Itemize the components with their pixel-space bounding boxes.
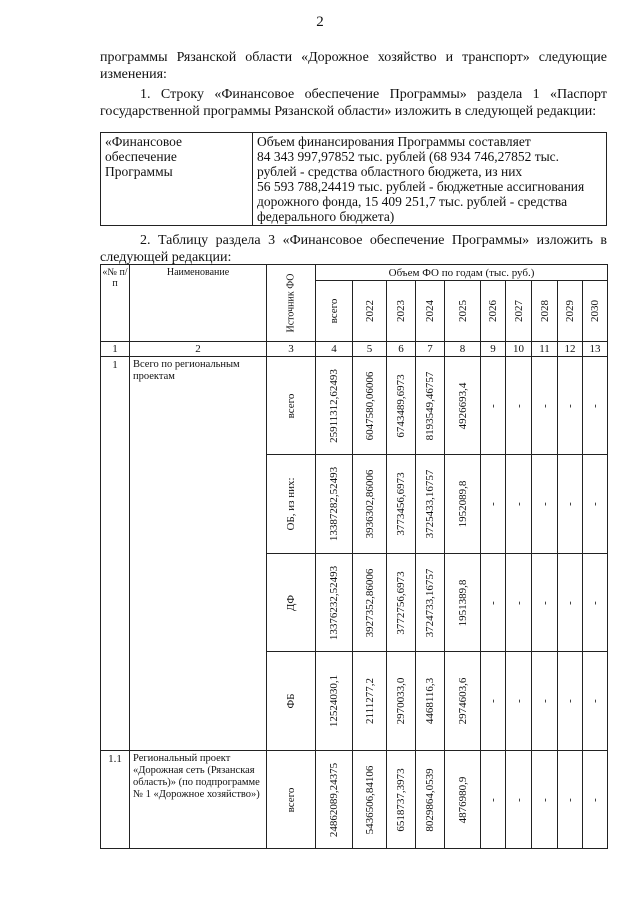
value-label: 3724733,16757 [424,568,436,637]
year-header-cell [416,281,445,342]
value-cell [558,652,583,751]
value-label: - [589,502,602,506]
value-cell [316,751,353,849]
value-cell [532,455,558,554]
value-label: 3773456,6973 [395,472,407,536]
value-label: - [512,502,525,506]
year-header-label: 2024 [424,300,436,322]
column-number-cell: 7 [416,342,445,357]
value-label: 24862089,24375 [328,762,340,837]
value-label: 1952089,8 [456,480,469,528]
value-label: 13376232,52493 [328,565,340,640]
value-label: 3927352,86006 [363,568,376,637]
year-header-label: 2030 [589,300,602,322]
column-number-cell: 9 [481,342,506,357]
financing-label-line: Программы [105,164,173,179]
value-cell [583,554,608,652]
value-cell [353,652,387,751]
value-cell [416,652,445,751]
value-label: - [487,502,499,506]
financing-text-line: 84 343 997,97852 тыс. рублей (68 934 746,27852 тыс. [257,149,560,164]
value-label: - [589,403,602,408]
financing-label-line: «Финансовое [105,134,183,149]
value-cell [481,554,506,652]
value-label: 3936302,86006 [363,469,376,539]
value-label: - [564,797,576,802]
source-label: ОБ, из них: [285,477,297,531]
value-cell [583,751,608,849]
value-cell [481,357,506,455]
value-cell [558,455,583,554]
year-header-cell [583,281,608,342]
value-label: - [538,502,551,506]
value-label: - [487,699,499,703]
value-cell [316,357,353,455]
year-header-label: 2022 [363,300,376,322]
value-label: - [538,699,551,703]
value-label: 25911312,62493 [328,368,340,443]
value-label: - [512,600,525,605]
column-header-name: Наименование [130,265,267,342]
value-label: 4468116,3 [424,677,436,725]
column-number-cell: 8 [445,342,481,357]
value-cell [532,357,558,455]
row-name-cell: Всего по региональным проектам [130,357,267,751]
value-cell [387,751,416,849]
year-header-cell [532,281,558,342]
column-header-volume: Объем ФО по годам (тыс. руб.) [316,265,608,281]
column-header-number: «№ п/п [101,265,130,342]
financial-support-table [100,264,608,849]
column-number-cell: 6 [387,342,416,357]
value-cell [445,455,481,554]
value-label: 2974603,6 [456,677,469,725]
item-2-paragraph: 2. Таблицу раздела 3 «Финансовое обеспечение Программы» изложить в следующей редакции: [100,233,607,265]
column-number-cell: 4 [316,342,353,357]
year-header-cell [445,281,481,342]
value-cell [506,652,532,751]
value-cell [558,554,583,652]
value-label: 2111277,2 [363,678,376,724]
value-label: 8193549,46757 [424,371,436,440]
value-cell [445,357,481,455]
financing-label-line: обеспечение [105,149,177,164]
value-cell [353,455,387,554]
value-label: 6743489,6973 [395,373,407,438]
value-label: 8029864,0539 [424,767,436,832]
column-number-cell: 11 [532,342,558,357]
value-cell [316,455,353,554]
financing-text-line: федерального бюджета) [257,209,395,224]
year-header-label: 2023 [395,300,407,322]
value-label: - [487,600,499,605]
column-number-cell: 10 [506,342,532,357]
value-cell [532,554,558,652]
value-cell [583,652,608,751]
year-header-label: 2028 [538,300,551,322]
value-cell [558,751,583,849]
value-cell [387,554,416,652]
value-cell [532,751,558,849]
value-cell [506,455,532,554]
value-cell [583,357,608,455]
financing-text-line: рублей - средства областного бюджета, из них [257,164,523,179]
year-header-cell [558,281,583,342]
value-label: 6047580,06006 [363,371,376,440]
value-label: - [538,403,551,408]
value-cell [445,652,481,751]
value-cell [506,751,532,849]
value-label: - [512,699,525,703]
value-cell [387,357,416,455]
column-number-row [101,342,608,357]
year-header-cell [316,281,353,342]
value-label: 1951389,8 [456,579,469,626]
year-header-cell [387,281,416,342]
financing-table [100,132,607,226]
table-row [101,751,608,849]
value-label: - [487,797,499,802]
value-cell [416,751,445,849]
source-cell [267,357,316,455]
financing-text-line: дорожного фонда, 15 409 251,7 тыс. рублей - средства [257,194,568,209]
column-header-source-cell [267,265,316,342]
row-number-cell: 1 [101,357,130,751]
year-header-label: всего [328,298,340,324]
column-number-cell: 1 [101,342,130,357]
financing-row [101,133,607,226]
value-cell [316,554,353,652]
value-label: - [538,600,551,605]
source-label: всего [285,787,297,812]
source-cell [267,652,316,751]
value-cell [481,751,506,849]
source-label: ФБ [285,693,297,709]
row-name-cell: Региональный проект «Дорожная сеть (Рязанская область)» (по подпрограмме № 1 «Дорожное хозяйство») [130,751,267,849]
value-cell [416,554,445,652]
column-number-cell: 2 [130,342,267,357]
year-header-cell [353,281,387,342]
value-label: - [512,797,525,802]
year-header-label: 2025 [456,300,469,322]
value-cell [506,554,532,652]
value-label: - [589,797,602,802]
value-label: 4876980,9 [456,776,469,823]
item-1-paragraph: 1. Строку «Финансовое обеспечение Программы» раздела 1 «Паспорт государственной программы Рязанской области» изложить в следующей редакции: [100,87,607,119]
column-number-cell: 5 [353,342,387,357]
value-label: - [487,403,499,408]
value-cell [416,455,445,554]
source-cell [267,455,316,554]
value-cell [532,652,558,751]
source-label: ДФ [285,594,297,611]
value-cell [481,455,506,554]
value-label: - [564,600,576,605]
value-cell [416,357,445,455]
value-label: - [538,797,551,802]
value-label: 4926693,4 [456,382,469,429]
value-cell [316,652,353,751]
value-label: 5436506,84106 [363,765,376,834]
year-header-label: 2029 [564,300,576,322]
value-label: 12524030,1 [328,674,340,728]
value-label: 3772756,6973 [395,570,407,635]
value-label: - [564,699,576,703]
year-header-cell [506,281,532,342]
column-number-cell: 12 [558,342,583,357]
value-label: - [564,502,576,506]
value-label: 2970033,0 [395,677,407,725]
year-header-cell [481,281,506,342]
source-label: всего [285,393,297,418]
value-cell [445,554,481,652]
value-cell [387,652,416,751]
value-cell [353,357,387,455]
value-label: 6518737,3973 [395,767,407,832]
column-number-cell: 3 [267,342,316,357]
value-cell [558,357,583,455]
value-label: 3725433,16757 [424,469,436,539]
financing-text-cell [253,133,607,226]
column-number-cell: 13 [583,342,608,357]
value-label: - [564,403,576,408]
value-cell [481,652,506,751]
row-number-cell: 1.1 [101,751,130,849]
value-label: - [589,699,602,703]
year-header-label: 2027 [512,300,525,322]
value-label: 13387282,52493 [328,466,340,542]
value-label: - [589,600,602,605]
value-cell [353,751,387,849]
page-number: 2 [316,14,324,30]
value-cell [445,751,481,849]
source-cell [267,554,316,652]
financing-text-line: Объем финансирования Программы составляет [257,134,531,149]
year-header-label: 2026 [487,300,499,322]
source-cell [267,751,316,849]
table-row [101,357,608,455]
value-cell [583,455,608,554]
table-header-row [101,265,608,281]
value-cell [387,455,416,554]
intro-paragraph: программы Рязанской области «Дорожное хозяйство и транспорт» следующие изменения: [100,50,607,82]
financing-text-line: 56 593 788,24419 тыс. рублей - бюджетные ассигнования [257,179,585,194]
value-label: - [512,403,525,408]
financing-label-cell [101,133,253,226]
value-cell [353,554,387,652]
value-cell [506,357,532,455]
column-header-source: Источник ФО [285,273,297,333]
